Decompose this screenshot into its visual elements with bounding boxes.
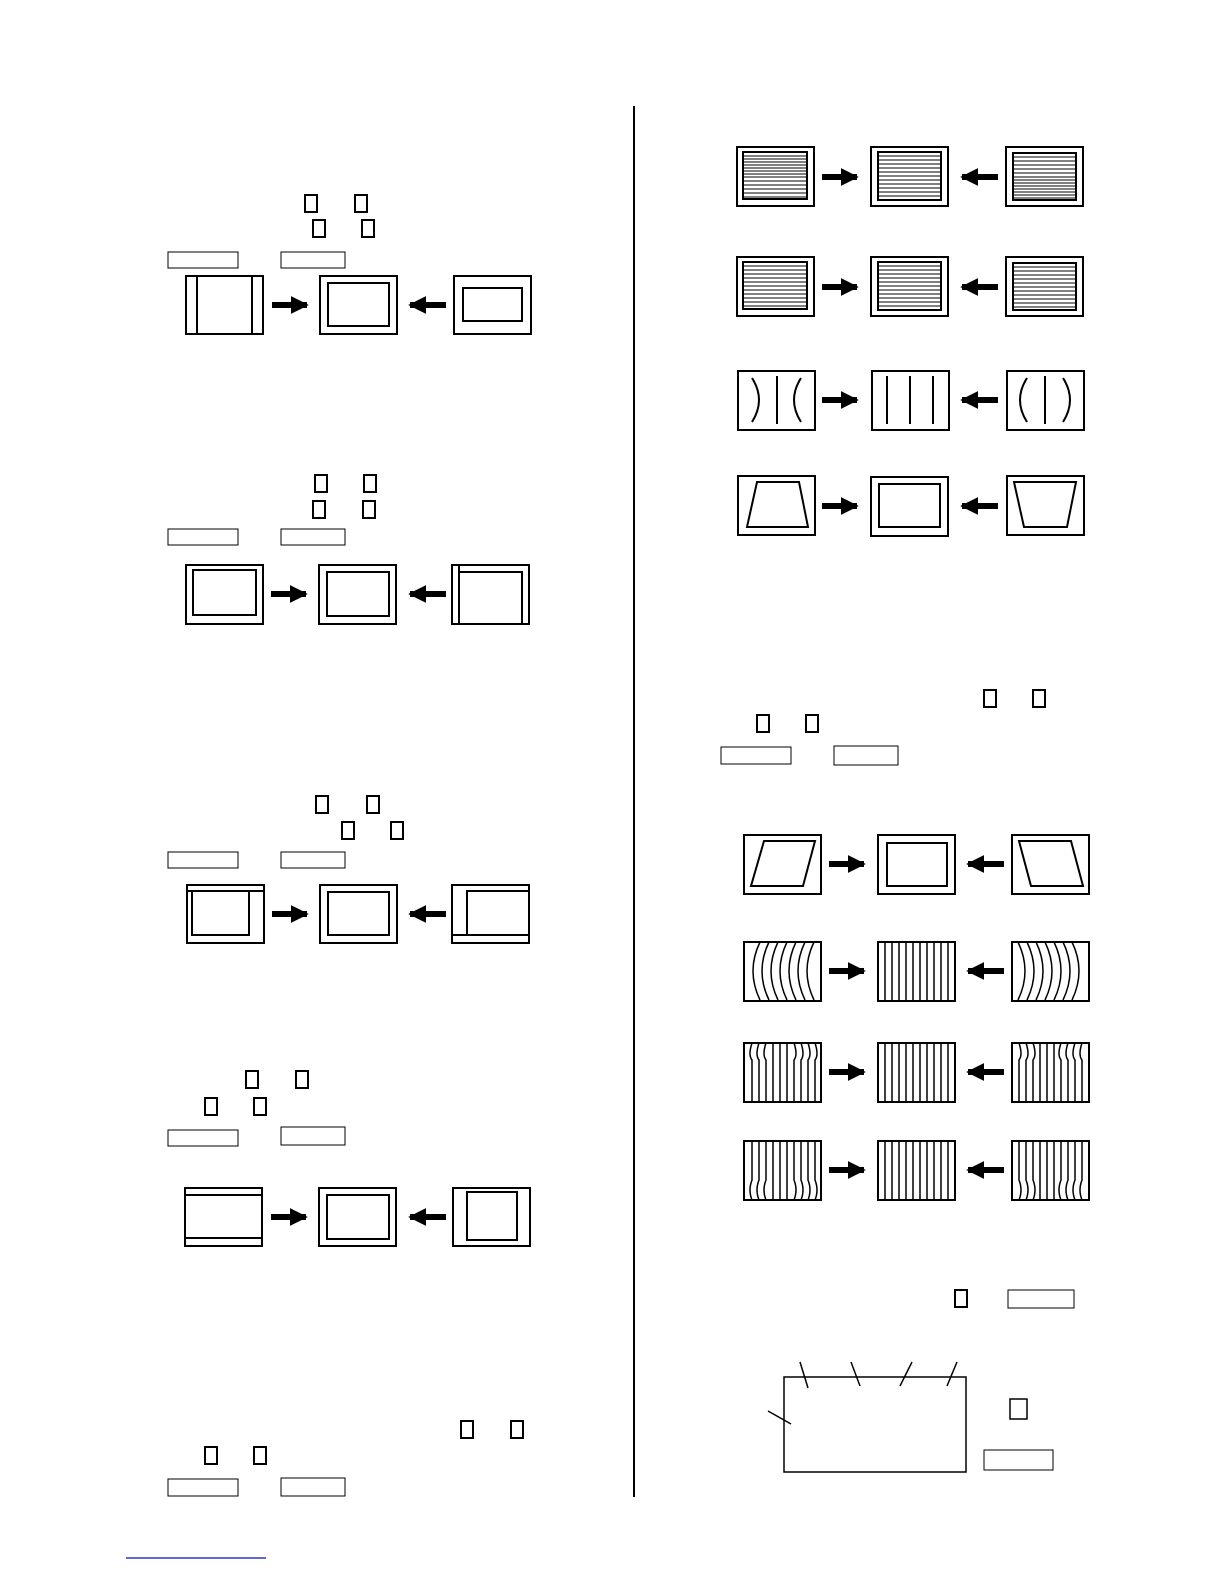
- button-box[interactable]: [281, 252, 345, 268]
- button-box[interactable]: [281, 1127, 345, 1145]
- key-icon: [313, 501, 325, 518]
- button-box[interactable]: [168, 852, 238, 868]
- monitor-outline-icon: [768, 1362, 966, 1472]
- corner-bottom-row: [744, 1141, 1089, 1200]
- key-icon: [511, 1421, 523, 1438]
- key-icon: [313, 220, 325, 237]
- section-3-diagram: [187, 885, 529, 943]
- section-2-controls: [168, 475, 376, 545]
- pincushion-row: [738, 371, 1084, 430]
- button-box[interactable]: [721, 747, 791, 764]
- key-icon: [391, 822, 403, 839]
- button-box[interactable]: [834, 746, 898, 765]
- key-icon: [1033, 690, 1045, 707]
- key-icon: [342, 822, 354, 839]
- key-icon: [367, 796, 379, 813]
- parallelogram-row: [744, 835, 1089, 894]
- key-icon: [984, 690, 996, 707]
- button-box[interactable]: [168, 252, 238, 268]
- section-2-diagram: [186, 565, 529, 624]
- button-box[interactable]: [168, 1130, 238, 1146]
- corner-top-row: [744, 1043, 1089, 1102]
- key-icon: [757, 715, 769, 732]
- key-icon: [246, 1071, 258, 1088]
- button-box[interactable]: [984, 1450, 1053, 1470]
- right-controls: [721, 690, 1045, 765]
- button-box[interactable]: [168, 1479, 238, 1496]
- section-1-diagram: [186, 276, 531, 334]
- bow-row: [744, 942, 1089, 1001]
- key-icon: [315, 475, 327, 492]
- section-1-controls: [168, 195, 374, 268]
- button-box[interactable]: [281, 852, 345, 868]
- key-icon: [363, 501, 375, 518]
- trapezoid-row: [738, 476, 1084, 536]
- key-icon: [362, 220, 374, 237]
- key-icon: [461, 1421, 473, 1438]
- key-icon: [355, 195, 367, 212]
- section-3-controls: [168, 796, 403, 868]
- key-icon: [296, 1071, 308, 1088]
- button-box[interactable]: [1008, 1290, 1074, 1308]
- key-icon: [316, 796, 328, 813]
- linearity-row-1-lines: [743, 156, 1076, 198]
- button-box[interactable]: [281, 529, 345, 545]
- key-icon: [1010, 1399, 1027, 1419]
- section-5-controls: [168, 1421, 523, 1496]
- key-icon: [305, 195, 317, 212]
- right-bottom-controls: [955, 1290, 1074, 1470]
- key-icon: [205, 1447, 217, 1464]
- key-icon: [364, 475, 376, 492]
- button-box[interactable]: [168, 529, 238, 545]
- linearity-row-2-lines: [743, 266, 1076, 307]
- key-icon: [254, 1098, 266, 1115]
- key-icon: [955, 1290, 967, 1307]
- button-box[interactable]: [281, 1478, 345, 1496]
- key-icon: [205, 1098, 217, 1115]
- key-icon: [254, 1447, 266, 1464]
- section-4-diagram: [185, 1188, 530, 1246]
- key-icon: [806, 715, 818, 732]
- section-4-controls: [168, 1071, 345, 1146]
